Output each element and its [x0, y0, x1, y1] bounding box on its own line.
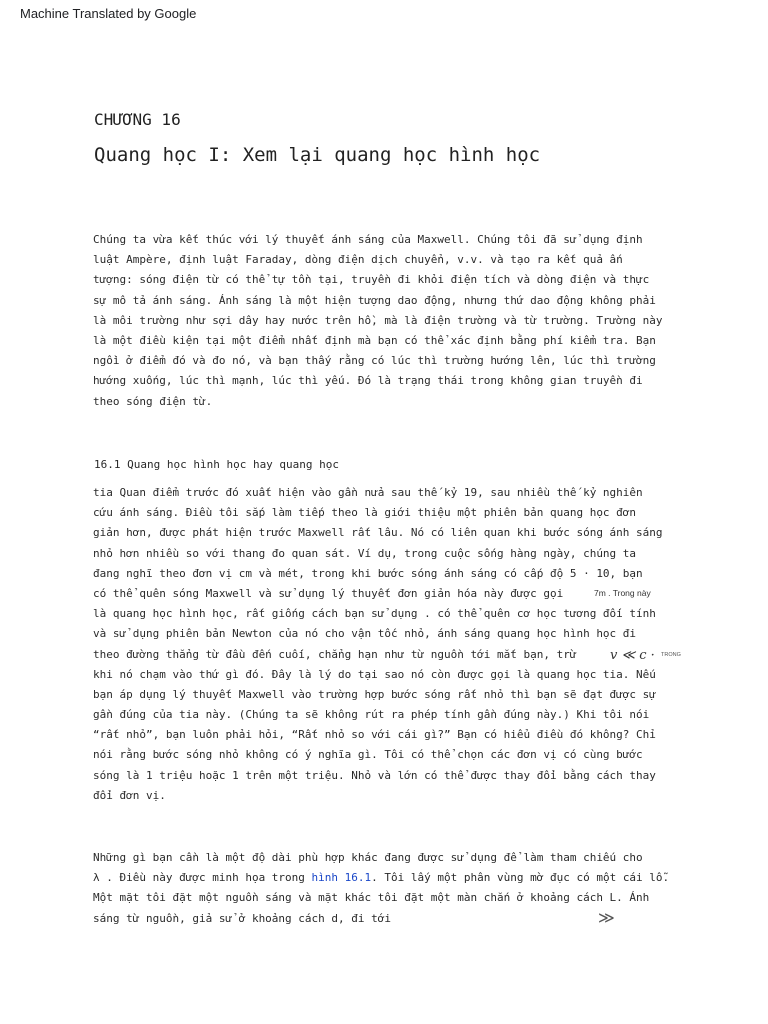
section-line: đổi đơn vị.	[93, 788, 166, 802]
section-line: là quang học hình học, rất giống cách bạn sử dụng . có thể quên cơ học tương đối tính	[93, 607, 656, 621]
closing-line: sáng từ nguồn, giả sử ở khoảng cách d, đi tới	[93, 911, 392, 925]
intro-line: Chúng ta vừa kết thúc với lý thuyết ánh sáng của Maxwell. Chúng tôi đã sử dụng định	[93, 233, 643, 246]
intro-line: hướng xuống, lúc thì mạnh, lúc thì yếu. Đó là trạng thái trong không gian truyền đi	[93, 374, 643, 388]
closing-line-text: . Tôi lấy một phân vùng mờ đục có một cái lỗ.	[371, 871, 670, 885]
intro-line: sự mô tả ánh sáng. Ánh sáng là một hiện tượng dao động, nhưng thứ dao động không phải	[93, 293, 656, 307]
section-line: bạn áp dụng lý thuyết Maxwell vào trường hợp bước sóng rất nhỏ thì bạn sẽ đạt được sự	[93, 687, 656, 701]
closing-paragraph	[93, 848, 683, 929]
section-line: nói rằng bước sóng nhỏ không có ý nghĩa gì. Tôi có thể chọn các đơn vị có cùng bước	[93, 748, 643, 762]
section-line: giản hơn, được phát hiện trước Maxwell rất lâu. Nó có liên quan khi bước sóng ánh sáng	[93, 526, 663, 540]
closing-line	[93, 868, 683, 888]
section-heading: 16.1 Quang học hình học hay quang học	[94, 458, 340, 471]
wavelength-side-note: 7m . Trong này	[594, 588, 651, 598]
section-line: và sử dụng phiên bản Newton của nó cho vận tốc nhỏ, ánh sáng quang học hình học đi	[93, 627, 637, 641]
section-line: gần đúng của tia này. (Chúng ta sẽ không rút ra phép tính gần đúng này.) Khi tôi nói	[93, 708, 650, 722]
closing-line: Một mặt tôi đặt một nguồn sáng và mặt khác tôi đặt một màn chắn ở khoảng cách L. Ánh	[93, 891, 650, 905]
section-line: sóng là 1 triệu hoặc 1 trên một triệu. Nhỏ và lớn có thể được thay đổi bằng cách thay	[93, 768, 656, 782]
velocity-inequality: v ≪ c ·	[610, 648, 655, 663]
intro-line: là môi trường như sợi dây hay nước trên hồ, mà là điện trường và từ trường. Trường này	[93, 313, 663, 327]
section-line: theo đường thẳng từ đầu đến cuối, chẳng hạn như từ nguồn tới mắt bạn, trừ	[93, 647, 577, 661]
intro-line: ngồi ở điểm đó và đo nó, và bạn thấy rằng có lúc thì trường hướng lên, lúc thì trường	[93, 354, 656, 368]
closing-line-text: λ . Điều này được minh họa trong	[93, 871, 312, 885]
intro-line: là một điều kiện tại một điểm nhất định mà bạn có thể xác định bằng phí kiểm tra. Bạn	[93, 333, 656, 347]
section-line: cứu ánh sáng. Điều tôi sắp làm tiếp theo là giới thiệu một phiên bản quang học đơn	[93, 506, 637, 520]
section-line: nhỏ hơn nhiều so với thang đo quan sát. Ví dụ, trong cuộc sống hàng ngày, chúng ta	[93, 546, 637, 560]
section-line: “rất nhỏ”, bạn luôn phải hỏi, “Rất nhỏ so với cái gì?” Bạn có hiểu điều đó không? Chỉ	[93, 728, 656, 742]
section-line: khi nó chạm vào thứ gì đó. Đây là lý do tại sao nó còn được gọi là quang học tia. Nếu	[93, 667, 656, 681]
figure-link[interactable]: hình 16.1	[311, 871, 372, 885]
intro-line: theo sóng điện từ.	[93, 394, 213, 408]
section-line: có thể quên sóng Maxwell và sử dụng lý thuyết đơn giản hóa này được gọi	[93, 586, 564, 600]
section-line: đang nghĩ theo đơn vị cm và mét, trong khi bước sóng ánh sáng có cấp độ 5 · 10, bạn	[93, 566, 643, 580]
inequality-tag: TRONG	[661, 652, 681, 658]
chapter-label: CHƯƠNG 16	[94, 110, 181, 129]
chapter-title: Quang học I: Xem lại quang học hình học	[94, 144, 541, 166]
much-greater-symbol: ≫	[598, 908, 615, 927]
section-paragraph	[93, 483, 683, 806]
section-line: tia Quan điểm trước đó xuất hiện vào gần nửa sau thế kỷ 19, sau nhiều thế kỷ nghiên	[93, 486, 643, 499]
machine-translation-banner: Machine Translated by Google	[20, 6, 197, 21]
closing-line: Những gì bạn cần là một độ dài phù hợp khác đang được sử dụng để làm tham chiếu cho	[93, 851, 643, 864]
intro-line: tượng: sóng điện từ có thể tự tồn tại, truyền đi khỏi điện tích và dòng điện và thực	[93, 273, 650, 287]
intro-paragraph	[93, 230, 683, 412]
intro-line: luật Ampère, định luật Faraday, dòng điện dịch chuyển, v.v. và tạo ra kết quả ấn	[93, 253, 623, 267]
